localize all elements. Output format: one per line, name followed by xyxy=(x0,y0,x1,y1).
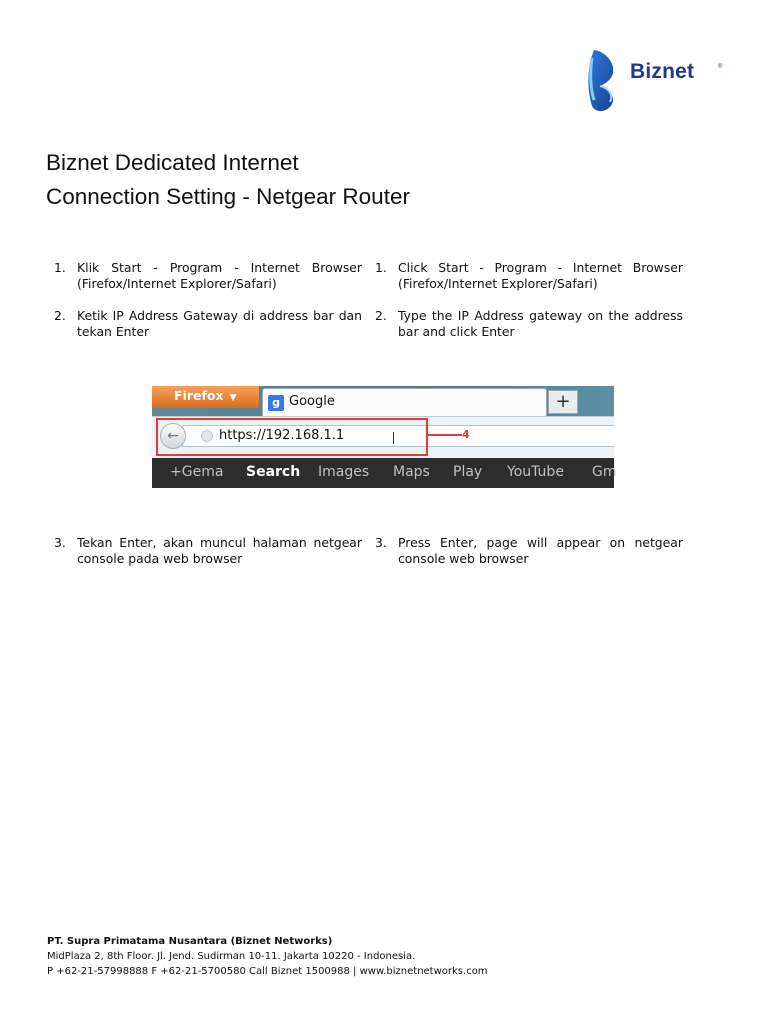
biznet-logo-icon xyxy=(578,42,628,114)
highlight-box xyxy=(156,418,428,456)
google-bar xyxy=(152,458,617,488)
tab-label: Google xyxy=(289,394,335,409)
google-bar-item[interactable]: Maps xyxy=(393,464,430,480)
google-bar-item[interactable]: Gm xyxy=(592,464,617,480)
step-number: 3. xyxy=(54,535,66,550)
step-number: 1. xyxy=(375,260,387,275)
step-text: Tekan Enter, akan muncul halaman netgear console pada web browser xyxy=(77,535,362,566)
tab-bar xyxy=(152,386,614,416)
new-tab-button[interactable]: + xyxy=(548,390,578,414)
google-bar-item[interactable]: YouTube xyxy=(507,464,564,480)
google-g-icon: g xyxy=(268,395,284,411)
step-text: Ketik IP Address Gateway di address bar dan tekan Enter xyxy=(77,308,362,339)
google-bar-item[interactable]: Images xyxy=(318,464,370,480)
chevron-down-icon: ▼ xyxy=(229,393,237,403)
google-bar-item[interactable]: +Gema xyxy=(170,464,224,480)
step-text: Click Start - Program - Internet Browser (Firefox/Internet Explorer/Safari) xyxy=(398,260,683,291)
step-text: Klik Start - Program - Internet Browser (Firefox/Internet Explorer/Safari) xyxy=(77,260,362,291)
brand-name: Biznet xyxy=(630,60,695,83)
footer-contact: P +62-21-57998888 F +62-21-5700580 Call Biznet 1500988 | www.biznetnetworks.com xyxy=(47,966,488,977)
google-bar-item[interactable]: Play xyxy=(453,464,483,480)
title-line-2: Connection Setting - Netgear Router xyxy=(46,184,410,209)
back-arrow-icon[interactable]: ← xyxy=(160,423,186,449)
tab-google[interactable] xyxy=(262,388,547,416)
trademark: ® xyxy=(718,64,723,70)
google-bar-item-active[interactable]: Search xyxy=(246,464,301,480)
highlight-pointer-line xyxy=(428,434,462,436)
biznet-logo xyxy=(578,42,728,114)
footer-company: PT. Supra Primatama Nusantara (Biznet Networks) xyxy=(47,936,333,947)
browser-screenshot xyxy=(152,386,617,488)
step-number: 1. xyxy=(54,260,66,275)
step-text: Press Enter, page will appear on netgear console web browser xyxy=(398,535,683,566)
step-text: Type the IP Address gateway on the address bar and click Enter xyxy=(398,308,683,339)
firefox-menu-button[interactable] xyxy=(152,386,259,408)
navigation-bar xyxy=(152,416,614,458)
page-title xyxy=(46,146,410,214)
step-number: 2. xyxy=(375,308,387,323)
step-number: 3. xyxy=(375,535,387,550)
step-number: 2. xyxy=(54,308,66,323)
address-bar-url: https://192.168.1.1 xyxy=(219,428,345,443)
title-line-1: Biznet Dedicated Internet xyxy=(46,150,299,175)
footer-address: MidPlaza 2, 8th Floor. Jl. Jend. Sudirman 10-11. Jakarta 10220 - Indonesia. xyxy=(47,951,416,962)
annotation-number: 4 xyxy=(462,428,470,441)
footer xyxy=(47,934,488,979)
firefox-button-label: Firefox xyxy=(174,388,224,403)
